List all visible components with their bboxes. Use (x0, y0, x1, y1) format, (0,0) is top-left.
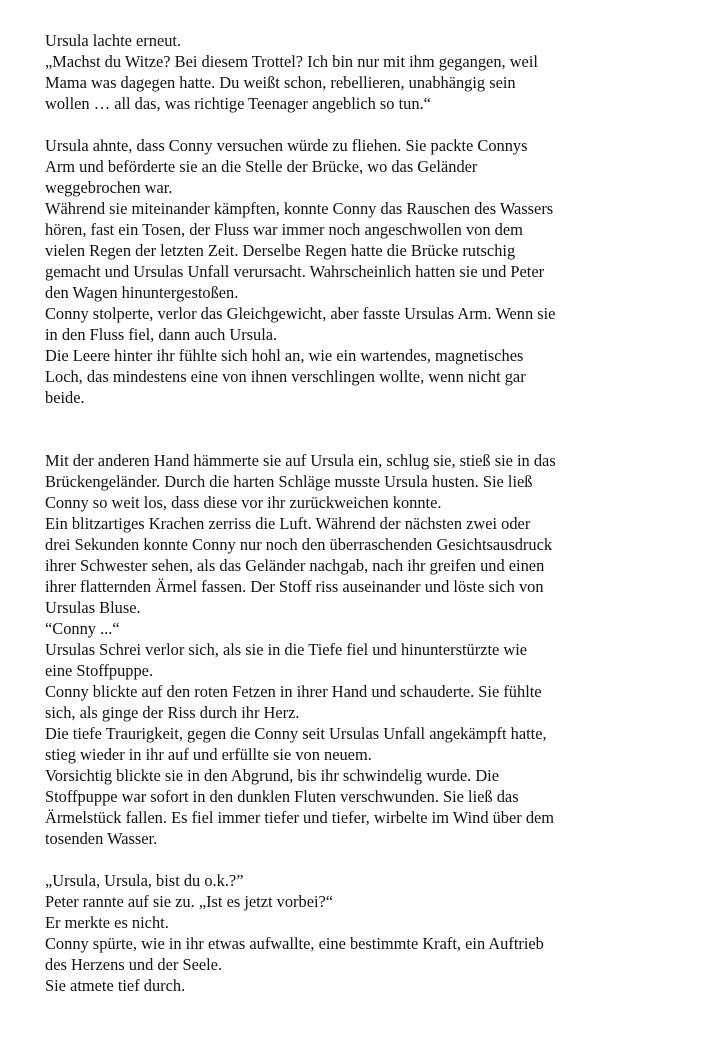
text-line: Conny spürte, wie in ihr etwas aufwallte, eine bestimmte Kraft, ein Auftrieb (45, 934, 544, 953)
text-line: ihrer Schwester sehen, als das Geländer nachgab, nach ihr greifen und einen (45, 556, 545, 575)
paragraph-block-1 (45, 30, 645, 114)
text-line: Vorsichtig blickte sie in den Abgrund, bis ihr schwindelig wurde. Die (45, 766, 500, 785)
text-line: eine Stoffpuppe. (45, 661, 154, 680)
text-line: Ursulas Schrei verlor sich, als sie in die Tiefe fiel und hinunterstürzte wie (45, 640, 528, 659)
text-line: weggebrochen war. (45, 178, 173, 197)
text-line: Arm und beförderte sie an die Stelle der Brücke, wo das Geländer (45, 157, 478, 176)
text-line: sich, als ginge der Riss durch ihr Herz. (45, 703, 300, 722)
text-line: Ursula lachte erneut. (45, 31, 182, 50)
text-line: „Machst du Witze? Bei diesem Trottel? Ich bin nur mit ihm gegangen, weil (45, 52, 538, 71)
paragraph-block-2 (45, 135, 645, 408)
text-line: beide. (45, 388, 85, 407)
paragraph-block-4 (45, 870, 645, 996)
text-line: Die tiefe Traurigkeit, gegen die Conny seit Ursulas Unfall angekämpft hatte, (45, 724, 547, 743)
text-line: des Herzens und der Seele. (45, 955, 223, 974)
text-line: Ein blitzartiges Krachen zerriss die Luft. Während der nächsten zwei oder (45, 514, 531, 533)
text-line: Conny stolperte, verlor das Gleichgewicht, aber fasste Ursulas Arm. Wenn sie (45, 304, 556, 323)
paragraph-block-3 (45, 450, 645, 849)
text-line: hören, fast ein Tosen, der Fluss war immer noch angeschwollen von dem (45, 220, 523, 239)
text-line: „Ursula, Ursula, bist du o.k.?” (45, 871, 244, 890)
text-line: Er merkte es nicht. (45, 913, 169, 932)
paragraph-gap (45, 849, 645, 870)
text-line: in den Fluss fiel, dann auch Ursula. (45, 325, 278, 344)
text-line: Peter rannte auf sie zu. „Ist es jetzt vorbei?“ (45, 892, 334, 911)
text-line: Sie atmete tief durch. (45, 976, 186, 995)
text-line: Ursulas Bluse. (45, 598, 141, 617)
text-line: ihrer flatternden Ärmel fassen. Der Stoff riss auseinander und löste sich von (45, 577, 544, 596)
text-line: stieg wieder in ihr auf und erfüllte sie von neuem. (45, 745, 372, 764)
text-line: den Wagen hinuntergestoßen. (45, 283, 239, 302)
paragraph-gap (45, 114, 645, 135)
text-line: Die Leere hinter ihr fühlte sich hohl an, wie ein wartendes, magnetisches (45, 346, 524, 365)
text-line: Loch, das mindestens eine von ihnen verschlingen wollte, wenn nicht gar (45, 367, 526, 386)
text-line: Stoffpuppe war sofort in den dunklen Fluten verschwunden. Sie ließ das (45, 787, 519, 806)
text-line: Ärmelstück fallen. Es fiel immer tiefer und tiefer, wirbelte im Wind über dem (45, 808, 555, 827)
text-line: Ursula ahnte, dass Conny versuchen würde zu fliehen. Sie packte Connys (45, 136, 528, 155)
text-line: Conny blickte auf den roten Fetzen in ihrer Hand und schauderte. Sie fühlte (45, 682, 542, 701)
text-line: Mit der anderen Hand hämmerte sie auf Ursula ein, schlug sie, stieß sie in das (45, 451, 556, 470)
text-line: vielen Regen der letzten Zeit. Derselbe Regen hatte die Brücke rutschig (45, 241, 516, 260)
text-line: drei Sekunden konnte Conny nur noch den überraschenden Gesichtsausdruck (45, 535, 553, 554)
text-line: “Conny ...“ (45, 619, 120, 638)
text-line: tosenden Wasser. (45, 829, 158, 848)
text-line: Conny so weit los, dass diese vor ihr zurückweichen konnte. (45, 493, 442, 512)
text-line: Mama was dagegen hatte. Du weißt schon, rebellieren, unabhängig sein (45, 73, 516, 92)
text-line: Während sie miteinander kämpften, konnte Conny das Rauschen des Wassers (45, 199, 554, 218)
section-gap (45, 408, 645, 450)
text-line: gemacht und Ursulas Unfall verursacht. Wahrscheinlich hatten sie und Peter (45, 262, 545, 281)
document-page (45, 30, 645, 996)
text-line: wollen … all das, was richtige Teenager angeblich so tun.“ (45, 94, 431, 113)
text-line: Brückengeländer. Durch die harten Schläge musste Ursula husten. Sie ließ (45, 472, 533, 491)
